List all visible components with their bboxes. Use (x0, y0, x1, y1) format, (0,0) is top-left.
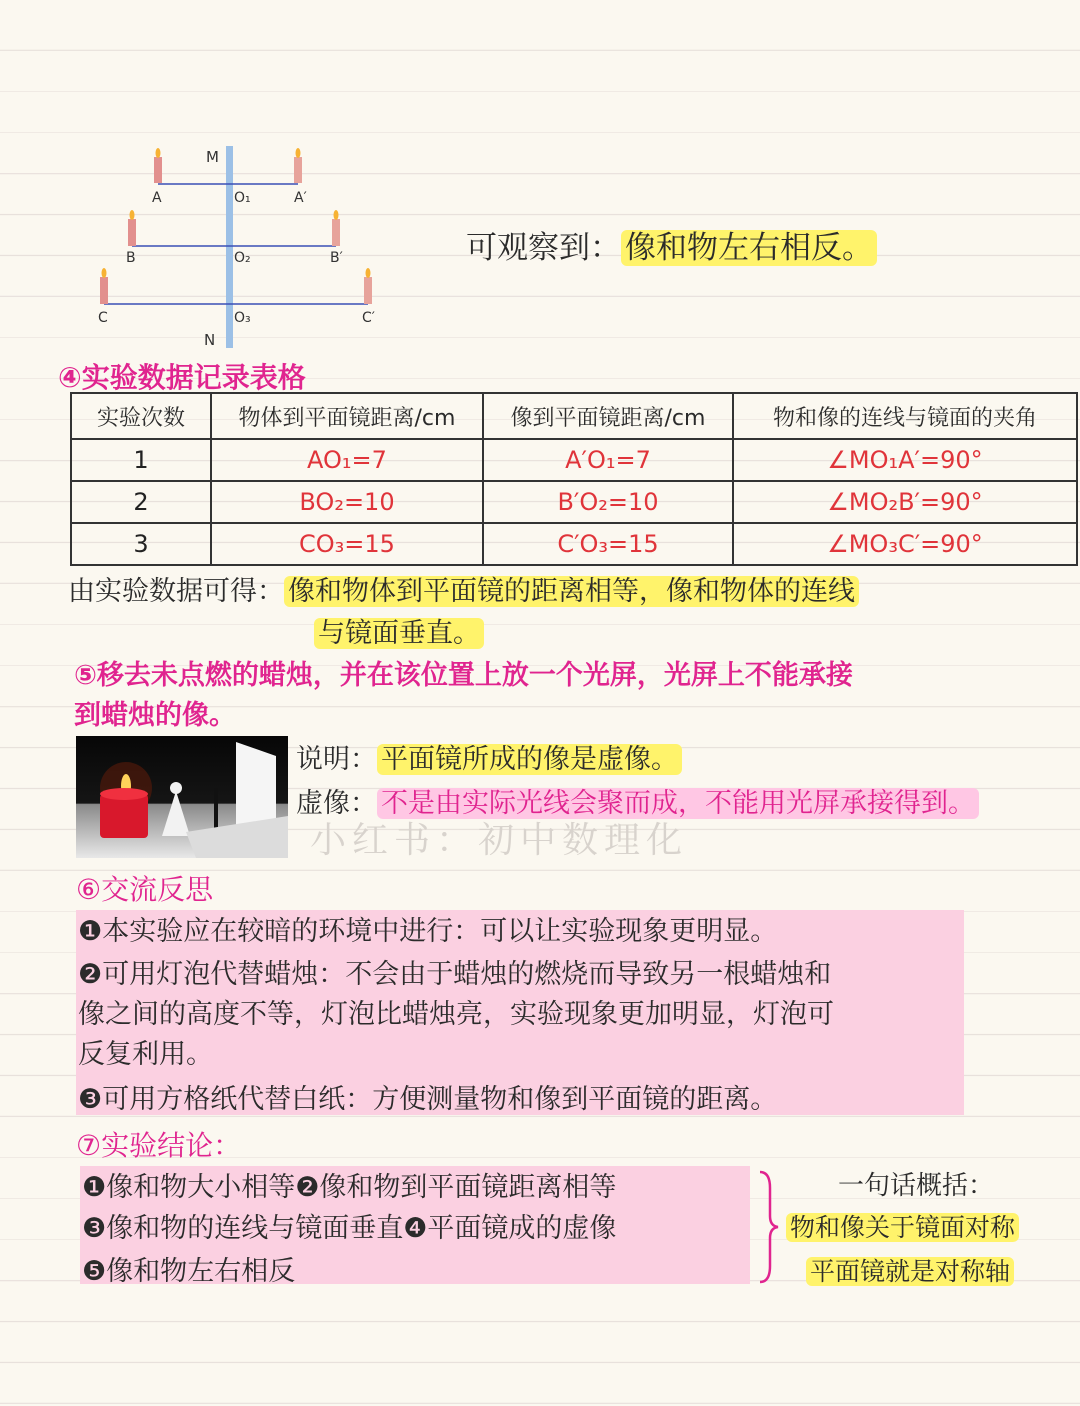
experiment-photo-svg (76, 736, 288, 858)
mirror-diagram (90, 140, 390, 350)
brace-icon (756, 1168, 782, 1290)
label-b: B (126, 250, 136, 266)
data-conclusion-label: 由实验数据可得： (68, 576, 284, 607)
table-row (71, 523, 1077, 565)
label-o3: O₃ (234, 310, 251, 326)
label-a-prime: A′ (294, 190, 307, 206)
conclusion-line2: ❸像和物的连线与镜面垂直❹平面镜成的虚像 (82, 1213, 617, 1244)
summary-line1 (786, 1208, 1019, 1248)
watermark: 小红书：初中数理化 (310, 820, 689, 861)
reflection-item3: ❸可用方格纸代替白纸：方便测量物和像到平面镜的距离。 (78, 1084, 778, 1115)
explain-label2: 虚像： (296, 788, 377, 819)
table-row (71, 481, 1077, 523)
summary-label: 一句话概括： (838, 1171, 995, 1201)
data-conclusion-line2: 与镜面垂直。 (314, 618, 484, 649)
candle-b (128, 210, 136, 246)
section7-title: ⑦实验结论： (76, 1129, 242, 1162)
reflection-item2-line3: 反复利用。 (78, 1039, 213, 1070)
label-n: N (204, 331, 216, 349)
label-c: C (98, 310, 108, 326)
explain-label1: 说明： (296, 744, 377, 775)
table-cell: AO₁=7 (211, 439, 483, 481)
data-conclusion (68, 572, 859, 612)
summary-text2: 平面镜就是对称轴 (806, 1257, 1014, 1286)
mirror-bar (226, 146, 233, 348)
table-cell: ∠MO₃C′=90° (733, 523, 1077, 565)
table-cell: CO₃=15 (211, 523, 483, 565)
conclusion-line1: ❶像和物大小相等❷像和物到平面镜距离相等 (82, 1172, 617, 1203)
mirror-diagram-svg (90, 140, 390, 350)
label-c-prime: C′ (362, 310, 375, 326)
table-cell: B′O₂=10 (483, 481, 733, 523)
label-a: A (152, 190, 162, 206)
table-cell: 3 (71, 523, 211, 565)
label-o2: O₂ (234, 250, 251, 266)
explain-text2: 不是由实际光线会聚而成，不能用光屏承接得到。 (377, 788, 979, 819)
table-cell: 2 (71, 481, 211, 523)
table-cell: 1 (71, 439, 211, 481)
label-o1: O₁ (234, 190, 251, 206)
table-cell: BO₂=10 (211, 481, 483, 523)
label-b-prime: B′ (330, 250, 343, 266)
label-m: M (206, 148, 219, 166)
observation-label: 可观察到： (466, 230, 621, 266)
observation (466, 228, 877, 268)
candle-c-image (364, 268, 372, 304)
candle-a (154, 148, 162, 183)
table-cell: C′O₃=15 (483, 523, 733, 565)
candle-a-image (294, 148, 302, 183)
table-header: 像到平面镜距离/cm (483, 393, 733, 439)
conclusion-line3: ❺像和物左右相反 (82, 1256, 296, 1287)
data-table (70, 392, 1078, 566)
section4-title: ④实验数据记录表格 (58, 361, 306, 394)
table-cell: ∠MO₂B′=90° (733, 481, 1077, 523)
section5-line1: ⑤移去未点燃的蜡烛，并在该位置上放一个光屏，光屏上不能承接 (74, 660, 853, 691)
data-conclusion-cont (314, 614, 484, 654)
explain-text1: 平面镜所成的像是虚像。 (377, 744, 682, 775)
summary-line2 (806, 1252, 1014, 1292)
data-conclusion-line1: 像和物体到平面镜的距离相等，像和物体的连线 (284, 576, 859, 607)
summary-text1: 物和像关于镜面对称 (786, 1213, 1019, 1242)
table-row (71, 439, 1077, 481)
candle-c (100, 268, 108, 304)
section6-title: ⑥交流反思 (76, 873, 214, 906)
table-header: 实验次数 (71, 393, 211, 439)
section5-line2: 到蜡烛的像。 (74, 700, 236, 731)
table-header: 物体到平面镜距离/cm (211, 393, 483, 439)
reflection-item2-line2: 像之间的高度不等，灯泡比蜡烛亮，实验现象更加明显，灯泡可 (78, 999, 834, 1030)
table-cell: ∠MO₁A′=90° (733, 439, 1077, 481)
experiment-photo (76, 736, 288, 858)
table-cell: A′O₁=7 (483, 439, 733, 481)
reflection-item2-line1: ❷可用灯泡代替蜡烛：不会由于蜡烛的燃烧而导致另一根蜡烛和 (78, 959, 832, 990)
observation-text: 像和物左右相反。 (621, 230, 877, 266)
candle-b-image (332, 210, 340, 246)
explain-line1 (296, 740, 682, 780)
table-header: 物和像的连线与镜面的夹角 (733, 393, 1077, 439)
table-header-row (71, 393, 1077, 439)
reflection-item1: ❶本实验应在较暗的环境中进行：可以让实验现象更明显。 (78, 916, 778, 947)
